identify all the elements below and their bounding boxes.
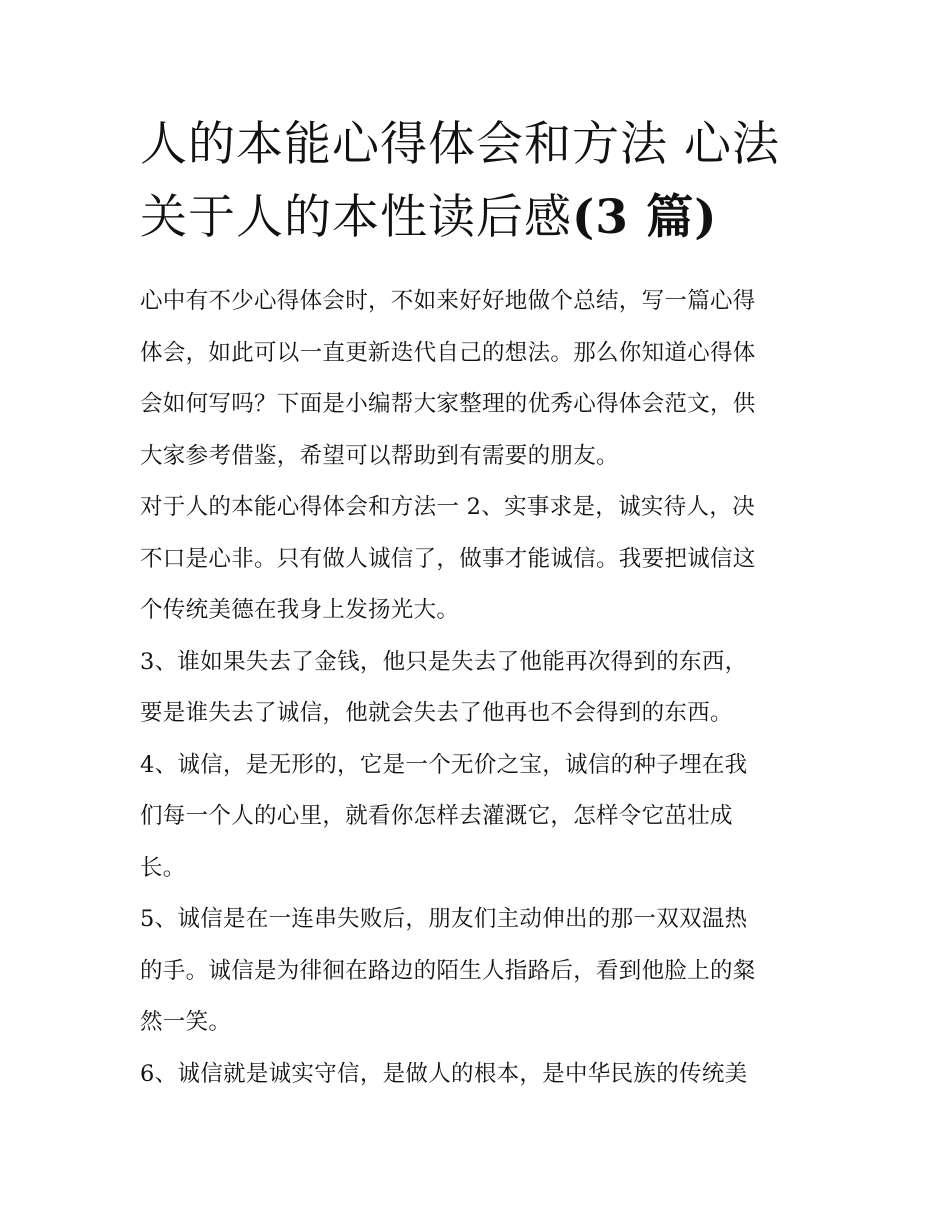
title-line-1: 人的本能心得体会和方法 心法 [140, 117, 780, 172]
document-title [140, 108, 820, 254]
title-line-2-text: 关于人的本性读后感 [140, 190, 572, 245]
document-page [140, 108, 820, 1100]
text-line: 4、诚信，是无形的，它是一个无价之宝，诚信的种子埋在我 [140, 751, 748, 778]
paragraph-3 [140, 637, 820, 740]
paragraph-6 [140, 1049, 820, 1101]
paragraph-intro [140, 276, 820, 482]
title-count: (3 篇) [572, 190, 718, 245]
title-line-2 [140, 181, 820, 254]
document-body [140, 276, 820, 1100]
text-line: 3、谁如果失去了金钱，他只是失去了他能再次得到的东西， [140, 648, 748, 675]
text-line: 心中有不少心得体会时，不如来好好地做个总结，写一篇心得 [140, 288, 756, 314]
text-line: 然一笑。 [140, 1009, 232, 1035]
text-line: 要是谁失去了诚信，他就会失去了他再也不会得到的东西。 [140, 700, 733, 726]
text-line: 大家参考借鉴，希望可以帮助到有需要的朋友。 [140, 442, 619, 469]
text-line: 长。 [140, 854, 186, 881]
text-line: 6、诚信就是诚实守信，是做人的根本，是中华民族的传统美 [140, 1060, 748, 1087]
text-line: 的手。诚信是为徘徊在路边的陌生人指路后，看到他脸上的粲 [140, 957, 756, 984]
text-line: 不口是心非。只有做人诚信了，做事才能诚信。我要把诚信这 [140, 545, 756, 572]
paragraph-2 [140, 482, 820, 637]
text-line: 会如何写吗？下面是小编帮大家整理的优秀心得体会范文，供 [140, 391, 756, 417]
text-line: 体会，如此可以一直更新迭代自己的想法。那么你知道心得体 [140, 339, 756, 366]
text-line: 个传统美德在我身上发扬光大。 [140, 597, 460, 623]
paragraph-4 [140, 740, 820, 895]
text-line: 对于人的本能心得体会和方法一 2、实事求是，诚实待人，决 [140, 494, 755, 520]
text-line: 们每一个人的心里，就看你怎样去灌溉它，怎样令它茁壮成 [140, 803, 733, 829]
text-line: 5、诚信是在一连串失败后，朋友们主动伸出的那一双双温热 [140, 906, 748, 932]
paragraph-5 [140, 894, 820, 1049]
